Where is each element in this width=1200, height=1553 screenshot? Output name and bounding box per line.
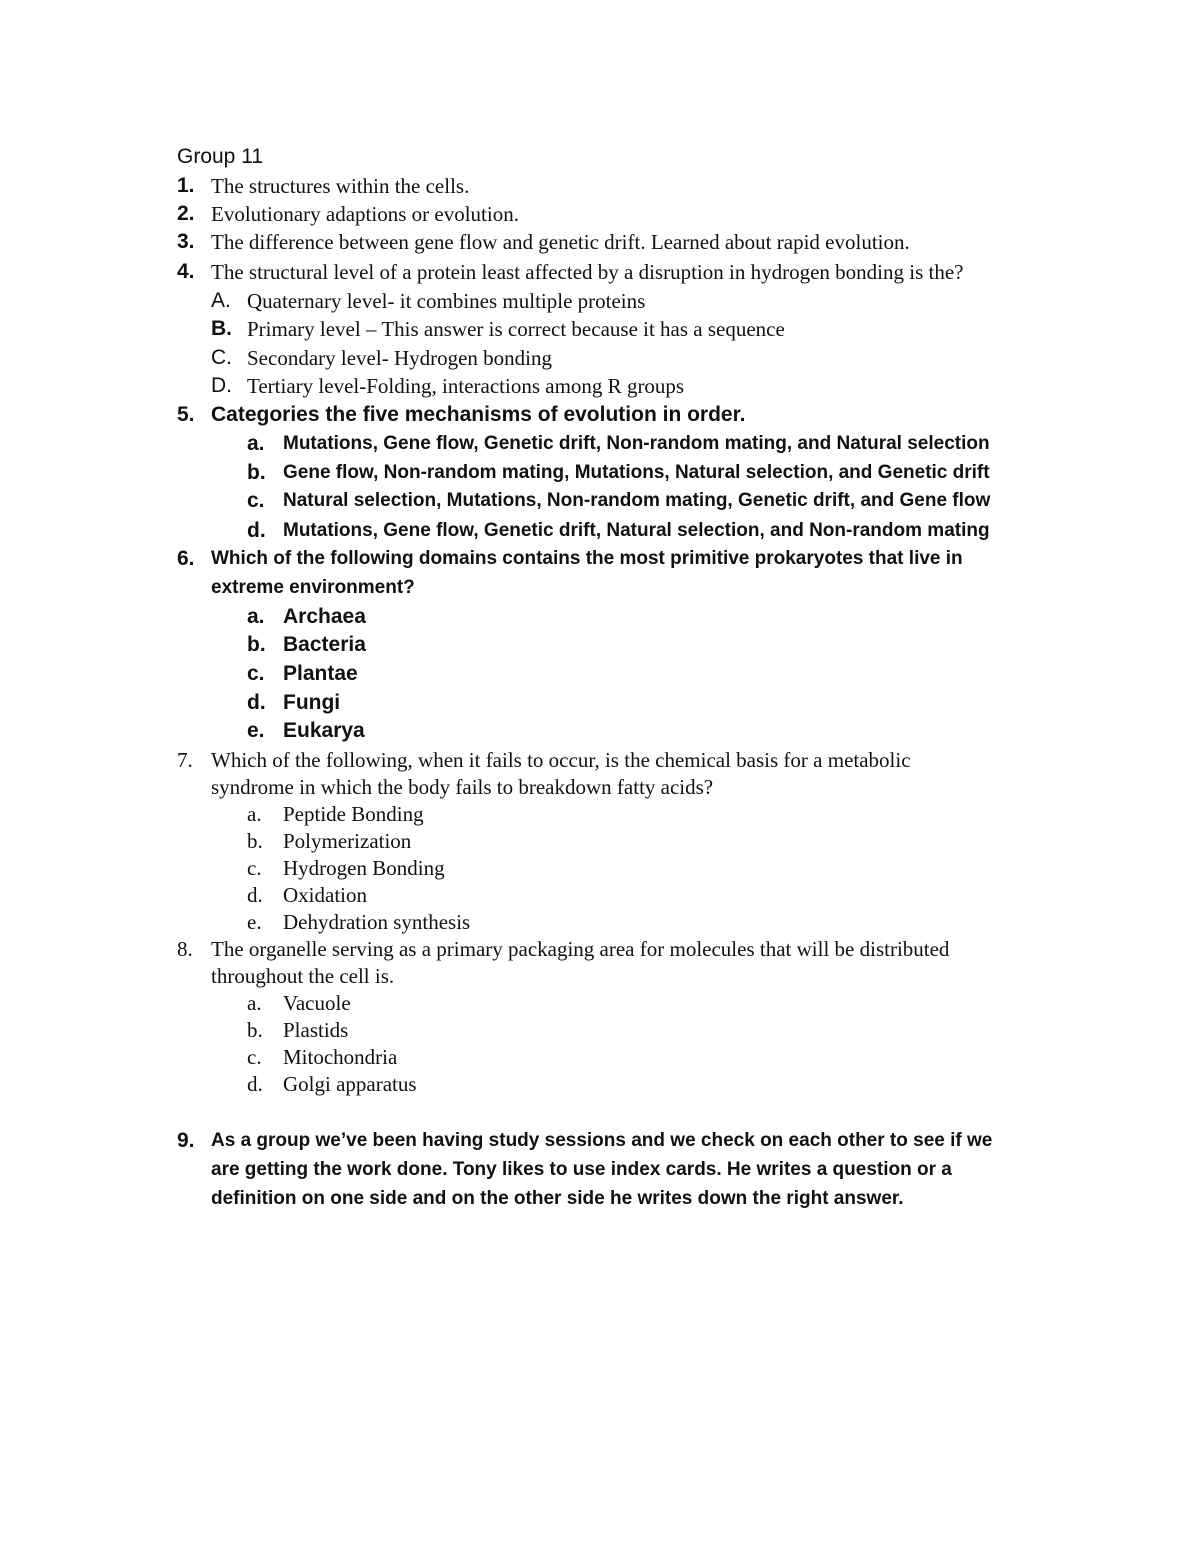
option-text: Polymerization [283, 829, 412, 853]
question-text: Categories the five mechanisms of evolution in order. [211, 403, 746, 426]
option-text: Quaternary level- it combines multiple proteins [247, 289, 646, 313]
option-letter: b. [247, 633, 266, 656]
option-letter: a. [247, 605, 265, 628]
question-number: 9. [177, 1129, 195, 1152]
option-letter: d. [247, 691, 266, 714]
option-text: Primary level – This answer is correct because it has a sequence [247, 317, 785, 341]
option-letter: e. [247, 719, 265, 742]
option-text: Tertiary level-Folding, interactions among R groups [247, 374, 685, 398]
option-text: Mutations, Gene flow, Genetic drift, Natural selection, and Non-random mating [283, 520, 990, 541]
option-text: Golgi apparatus [283, 1072, 417, 1096]
question-number: 6. [177, 547, 195, 570]
option-letter: c. [247, 1045, 262, 1069]
option-letter: B. [211, 317, 232, 340]
option-text: Archaea [283, 605, 366, 628]
option-letter: b. [247, 461, 266, 484]
question-text: The difference between gene flow and genetic drift. Learned about rapid evolution. [211, 230, 910, 254]
option-letter: b. [247, 1018, 263, 1042]
option-letter: e. [247, 910, 262, 934]
option-text: Mutations, Gene flow, Genetic drift, Non-random mating, and Natural selection [283, 433, 990, 454]
option-text: Dehydration synthesis [283, 910, 471, 934]
option-text: Eukarya [283, 719, 365, 742]
option-text: Hydrogen Bonding [283, 856, 445, 880]
question-text: syndrome in which the body fails to breakdown fatty acids? [211, 775, 714, 799]
page-title: Group 11 [177, 145, 263, 168]
question-text: Evolutionary adaptions or evolution. [211, 202, 519, 226]
option-letter: a. [247, 991, 262, 1015]
option-letter: d. [247, 883, 263, 907]
question-number: 7. [177, 748, 193, 772]
question-text: Which of the following domains contains the most primitive prokaryotes that live in [211, 548, 963, 569]
question-number: 4. [177, 260, 195, 283]
option-text: Mitochondria [283, 1045, 398, 1069]
option-text: Plantae [283, 662, 358, 685]
option-letter: b. [247, 829, 263, 853]
option-letter: d. [247, 1072, 263, 1096]
option-text: Oxidation [283, 883, 367, 907]
question-text: The organelle serving as a primary packaging area for molecules that will be distributed [211, 937, 950, 961]
question-text: As a group we’ve been having study sessions and we check on each other to see if we [211, 1130, 993, 1151]
option-text: Bacteria [283, 633, 366, 656]
option-letter: D. [211, 374, 232, 397]
option-letter: C. [211, 346, 232, 369]
option-letter: a. [247, 432, 265, 455]
question-text: throughout the cell is. [211, 964, 395, 988]
option-text: Plastids [283, 1018, 349, 1042]
option-text: Natural selection, Mutations, Non-random mating, Genetic drift, and Gene flow [283, 490, 991, 511]
question-number: 5. [177, 403, 195, 426]
question-text: The structures within the cells. [211, 174, 470, 198]
option-text: Secondary level- Hydrogen bonding [247, 346, 553, 370]
question-text: definition on one side and on the other side he writes down the right answer. [211, 1188, 904, 1209]
question-text: Which of the following, when it fails to occur, is the chemical basis for a metabolic [211, 748, 911, 772]
option-letter: c. [247, 662, 265, 685]
question-number: 1. [177, 174, 195, 197]
question-text: The structural level of a protein least affected by a disruption in hydrogen bonding is the? [211, 260, 964, 284]
question-number: 8. [177, 937, 193, 961]
option-letter: c. [247, 489, 265, 512]
option-letter: d. [247, 519, 266, 542]
question-text: are getting the work done. Tony likes to use index cards. He writes a question or a [211, 1159, 952, 1180]
option-text: Fungi [283, 691, 341, 714]
option-letter: a. [247, 802, 262, 826]
question-text: extreme environment? [211, 577, 415, 598]
option-letter: A. [211, 289, 231, 312]
option-text: Peptide Bonding [283, 802, 424, 826]
option-text: Vacuole [283, 991, 351, 1015]
question-number: 2. [177, 202, 195, 225]
option-letter: c. [247, 856, 262, 880]
question-number: 3. [177, 230, 195, 253]
option-text: Gene flow, Non-random mating, Mutations, Natural selection, and Genetic drift [283, 462, 990, 483]
